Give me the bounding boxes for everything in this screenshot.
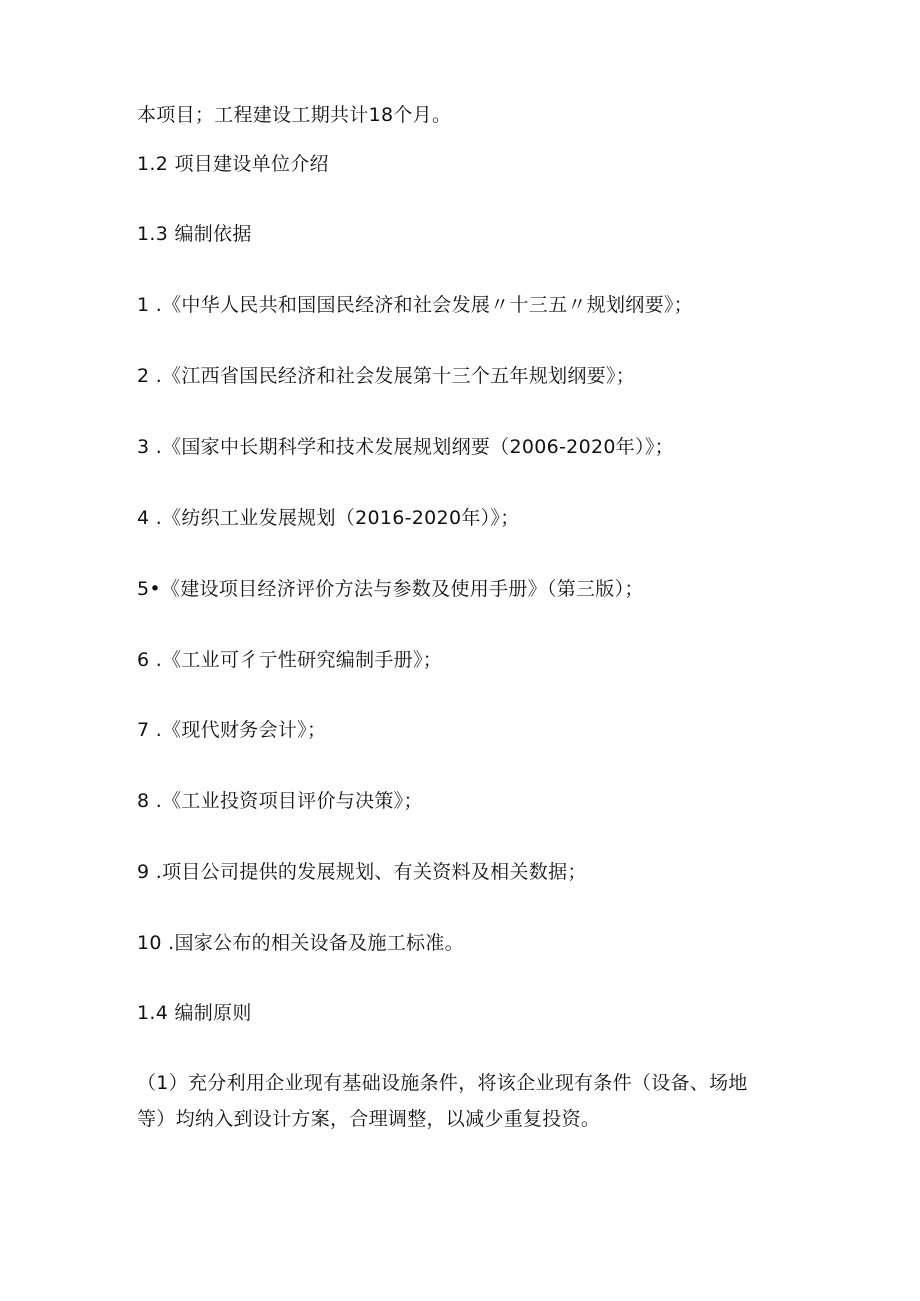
basis-item-5: 5•《建设项目经济评价方法与参数及使用手册》（第三版）； [137,578,644,600]
basis-item-1: 1 .《中华人民共和国国民经济和社会发展〃十三五〃规划纲要》； [137,294,693,316]
principle-1-paragraph [137,1065,787,1137]
basis-item-3: 3 .《国家中长期科学和技术发展规划纲要（2006-2020年）》； [137,436,674,458]
principle-1-line-1: （1）充分利用企业现有基础设施条件，将该企业现有条件（设备、场地 [137,1072,748,1094]
basis-item-4: 4 .《纺织工业发展规划（2016-2020年）》； [137,507,520,529]
basis-item-8: 8 .《工业投资项目评价与决策》； [137,790,423,812]
basis-item-7: 7 .《现代财务会计》； [137,719,327,741]
intro-text: 本项目；工程建设工期共计18个月。 [137,104,452,126]
basis-item-10: 10 .国家公布的相关设备及施工标准。 [137,932,464,954]
basis-item-6: 6 .《工业可彳亍性研究编制手册》； [137,649,443,671]
basis-item-2: 2 .《江西省国民经济和社会发展第十三个五年规划纲要》； [137,365,636,387]
heading-1-4: 1.4 编制原则 [137,1002,252,1024]
basis-item-9: 9 .项目公司提供的发展规划、有关资料及相关数据； [137,861,587,883]
heading-1-2: 1.2 项目建设单位介绍 [137,153,329,175]
heading-1-3: 1.3 编制依据 [137,223,252,245]
principle-1-line-2: 等）均纳入到设计方案，合理调整，以减少重复投资。 [137,1108,601,1130]
